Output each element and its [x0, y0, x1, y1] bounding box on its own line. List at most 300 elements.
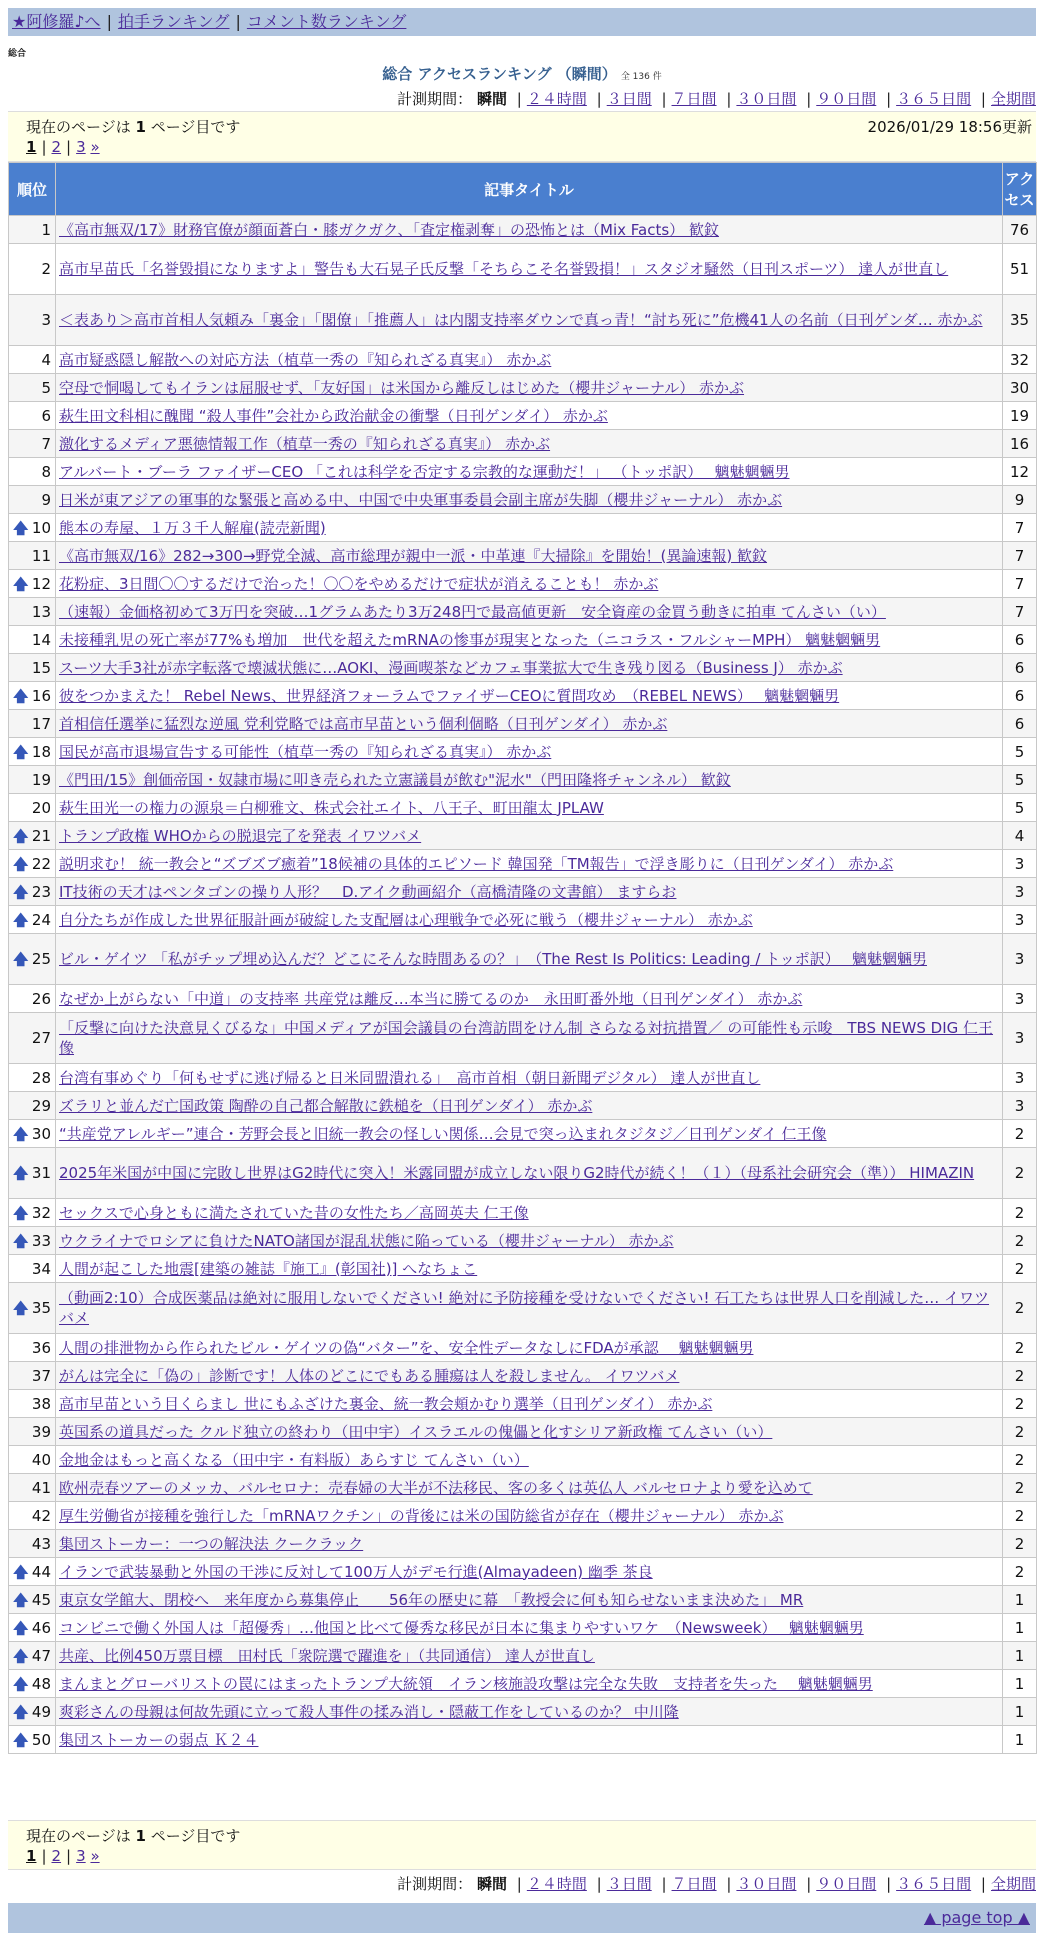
rank-cell	[9, 1670, 56, 1698]
period-link-7d[interactable]: ７日間	[671, 1875, 717, 1893]
table-row	[9, 1530, 1037, 1558]
access-count: 12	[1003, 458, 1037, 486]
title-cell	[56, 1390, 1003, 1418]
title-cell	[56, 1255, 1003, 1283]
article-title-link[interactable]: 花粉症、3日間〇〇するだけで治った！〇〇をやめるだけで症状が消えることも！ 赤かぶ	[59, 574, 659, 593]
access-count: 2	[1003, 1418, 1037, 1446]
rank-up-arrow-icon: 🡅	[13, 1590, 29, 1609]
period-link-all[interactable]: 全期間	[990, 1875, 1036, 1893]
table-row	[9, 244, 1037, 295]
rank-cell	[9, 822, 56, 850]
title-cell	[56, 1418, 1003, 1446]
article-title-link[interactable]: 人間が起こした地震[建築の雑誌『施工』(彰国社)] へなちょこ	[59, 1259, 478, 1278]
rank-cell	[9, 1283, 56, 1334]
article-title-link[interactable]: イランで武装暴動と外国の干渉に反対して100万人がデモ行進(Almayadeen) 幽季 茶良	[59, 1562, 653, 1581]
pager-link-2[interactable]: 2	[51, 1847, 62, 1865]
table-row	[9, 738, 1037, 766]
rank-up-arrow-icon: 🡅	[13, 1730, 29, 1749]
access-count: 3	[1003, 985, 1037, 1013]
table-row	[9, 766, 1037, 794]
access-count: 6	[1003, 682, 1037, 710]
article-title-link[interactable]: 彼をつかまえた！ Rebel News、世界経済フォーラムでファイザーCEOに質問攻め （REBEL NEWS） 魑魅魍魎男	[59, 686, 840, 705]
title-cell	[56, 1148, 1003, 1199]
rank-cell	[9, 244, 56, 295]
rank-up-arrow-icon: 🡅	[13, 1231, 29, 1250]
rank-cell	[9, 794, 56, 822]
period-link-90d[interactable]: ９０日間	[816, 1875, 877, 1893]
article-title-link[interactable]: 厚生労働省が接種を強行した「mRNAワクチン」の背後には米の国防総省が存在（櫻井ジャーナル） 赤かぶ	[59, 1506, 784, 1525]
rank-number: 1	[41, 220, 51, 239]
rank-cell	[9, 654, 56, 682]
article-title-link[interactable]: IT技術の天才はペンタゴンの操り人形？ D.アイク動画紹介（高橋清隆の文書館） ますらお	[59, 882, 677, 901]
article-title-link[interactable]: 人間の排泄物から作られたビル・ゲイツの偽“バター”を、安全性データなしにFDAが承認 魑魅魍魎男	[59, 1338, 754, 1357]
article-title-link[interactable]: 高市疑惑隠し解散への対応方法（植草一秀の『知られざる真実』） 赤かぶ	[59, 350, 552, 369]
title-header: 記事タイトル	[56, 163, 1003, 216]
rank-number: 50	[31, 1730, 51, 1749]
rank-number: 30	[31, 1124, 51, 1143]
title-cell	[56, 710, 1003, 738]
article-title-link[interactable]: 激化するメディア悪徳情報工作（植草一秀の『知られざる真実』） 赤かぶ	[59, 434, 551, 453]
article-title-link[interactable]: ウクライナでロシアに負けたNATO諸国が混乱状態に陥っている（櫻井ジャーナル） 赤かぶ	[59, 1231, 674, 1250]
title-cell	[56, 1227, 1003, 1255]
period-separator: |	[886, 90, 892, 108]
title-cell	[56, 1334, 1003, 1362]
rank-cell	[9, 542, 56, 570]
title-cell	[56, 906, 1003, 934]
rank-cell	[9, 682, 56, 710]
comment-ranking-link[interactable]: コメント数ランキング	[246, 12, 407, 31]
home-link[interactable]: ★阿修羅♪へ	[12, 12, 101, 31]
access-count: 2	[1003, 1558, 1037, 1586]
title-cell	[56, 1064, 1003, 1092]
title-cell	[56, 1446, 1003, 1474]
title-cell	[56, 514, 1003, 542]
article-title-link[interactable]: 高市早苗氏「名誉毀損になりますよ」警告も大石晃子氏反撃「そちらこそ名誉毀損！」スタジオ騒然（日刊スポーツ） 達人が世直し	[59, 260, 949, 278]
table-row	[9, 598, 1037, 626]
rank-cell	[9, 486, 56, 514]
rank-cell	[9, 1698, 56, 1726]
title-cell	[56, 486, 1003, 514]
period-label: 計測期間：	[397, 90, 473, 108]
title-cell	[56, 374, 1003, 402]
title-cell	[56, 1558, 1003, 1586]
table-row	[9, 1120, 1037, 1148]
article-title-link[interactable]: 萩生田文科相に醜聞 “殺人事件”会社から政治献金の衝撃（日刊ゲンダイ） 赤かぶ	[59, 406, 608, 425]
access-count: 30	[1003, 374, 1037, 402]
rank-up-arrow-icon: 🡅	[13, 1203, 29, 1222]
table-row	[9, 1255, 1037, 1283]
rank-number: 46	[31, 1618, 51, 1637]
article-title-link[interactable]: 英国系の道具だった クルド独立の終わり（田中宇）イスラエルの傀儡と化すシリア新政権 てんさい（い）	[59, 1422, 773, 1441]
article-title-link[interactable]: がんは完全に「偽の」診断です！人体のどこにでもある腫瘍は人を殺しません。 イワツバメ	[59, 1366, 680, 1385]
rank-cell	[9, 906, 56, 934]
pager-link-2[interactable]: 2	[51, 138, 62, 156]
access-count: 2	[1003, 1283, 1037, 1334]
table-row	[9, 1092, 1037, 1120]
rank-up-arrow-icon: 🡅	[13, 1299, 29, 1317]
rank-cell	[9, 570, 56, 598]
rank-cell	[9, 295, 56, 346]
article-title-link[interactable]: 2025年米国が中国に完敗し世界はG2時代に突入！米露同盟が成立しない限りG2時代が続く！（１）（母系社会研究会（準）） HIMAZIN	[59, 1164, 975, 1182]
article-title-link[interactable]: セックスで心身ともに満たされていた昔の女性たち／高岡英夫 仁王像	[59, 1203, 529, 1222]
title-cell	[56, 878, 1003, 906]
period-link-3d[interactable]: ３日間	[606, 1875, 652, 1893]
period-link-30d[interactable]: ３０日間	[736, 90, 797, 108]
table-row	[9, 878, 1037, 906]
title-cell	[56, 934, 1003, 985]
rank-number: 37	[31, 1366, 51, 1385]
top-nav-bar	[8, 8, 1036, 36]
access-count: 35	[1003, 295, 1037, 346]
article-title-link[interactable]: 東京女学館大、閉校へ 来年度から募集停止 56年の歴史に幕 「教授会に何も知らせないまま決めた」 MR	[59, 1590, 804, 1609]
article-title-link[interactable]: アルバート・ブーラ ファイザーCEO 「これは科学を否定する宗教的な運動だ！」 （トッポ訳） 魑魅魍魎男	[59, 462, 790, 481]
title-cell	[56, 430, 1003, 458]
table-row	[9, 295, 1037, 346]
article-title-link[interactable]: 集団ストーカー：一つの解決法 クークラック	[59, 1534, 364, 1553]
rank-number: 24	[31, 910, 51, 929]
rank-cell	[9, 346, 56, 374]
article-title-link[interactable]: 欧州売春ツアーのメッカ、バルセロナ：売春婦の大半が不法移民、客の多くは英仏人 バルセロナより愛を込めて	[59, 1478, 813, 1497]
period-selector-bottom	[397, 1873, 1036, 1894]
current-page-text	[26, 1825, 240, 1846]
table-row	[9, 1199, 1037, 1227]
table-row	[9, 570, 1037, 598]
rank-cell	[9, 1614, 56, 1642]
rank-number: 9	[41, 490, 51, 509]
article-title-link[interactable]: “共産党アレルギー”連合・芳野会長と旧統一教会の怪しい関係…会見で突っ込まれタジタジ／日刊ゲンダイ 仁王像	[59, 1124, 827, 1143]
period-separator: |	[596, 90, 602, 108]
table-row	[9, 654, 1037, 682]
rank-up-arrow-icon: 🡅	[13, 742, 29, 761]
article-title-link[interactable]: （速報）金価格初めて3万円を突破…1グラムあたり3万248円で最高値更新 安全資産の金買う動きに拍車 てんさい（い）	[59, 602, 886, 621]
rank-number: 40	[31, 1450, 51, 1469]
bottom-bar	[8, 1903, 1036, 1933]
title-cell	[56, 1530, 1003, 1558]
article-title-link[interactable]: ビル・ゲイツ 「私がチップ埋め込んだ？どこにそんな時間あるの？」 （The Rest Is Politics: Leading / トッポ訳） 魑魅魍魎男	[59, 950, 927, 968]
article-title-link[interactable]: コンビニで働く外国人は「超優秀」…他国と比べて優秀な移民が日本に集まりやすいワケ （Newsweek） 魑魅魍魎男	[59, 1618, 864, 1637]
rank-cell	[9, 1255, 56, 1283]
pager-next-link[interactable]: »	[90, 138, 100, 156]
access-count: 3	[1003, 850, 1037, 878]
title-cell	[56, 542, 1003, 570]
pager-separator: |	[66, 138, 72, 156]
rank-cell	[9, 738, 56, 766]
rank-cell	[9, 1586, 56, 1614]
period-link-365d[interactable]: ３６５日間	[896, 1875, 972, 1893]
rank-cell	[9, 1064, 56, 1092]
period-link-all[interactable]: 全期間	[990, 90, 1036, 108]
table-row	[9, 1726, 1037, 1754]
rank-number: 26	[31, 989, 51, 1008]
pager-top	[26, 138, 100, 156]
rank-cell	[9, 1726, 56, 1754]
pager-link-3[interactable]: 3	[76, 138, 86, 156]
table-row	[9, 1502, 1037, 1530]
nav-separator: |	[235, 12, 241, 31]
title-cell	[56, 1614, 1003, 1642]
table-row	[9, 934, 1037, 985]
rank-cell	[9, 1446, 56, 1474]
rank-cell	[9, 1120, 56, 1148]
rank-up-arrow-icon: 🡅	[13, 1702, 29, 1721]
table-row	[9, 1586, 1037, 1614]
article-title-link[interactable]: なぜか上がらない「中道」の支持率 共産党は離反…本当に勝てるのか 永田町番外地（日刊ゲンダイ） 赤かぶ	[59, 989, 803, 1008]
rank-up-arrow-icon: 🡅	[13, 518, 29, 537]
pager-next-link[interactable]: »	[90, 1847, 100, 1865]
access-count: 2	[1003, 1334, 1037, 1362]
page-title: 総合 アクセスランキング （瞬間）	[382, 65, 617, 83]
table-row	[9, 1064, 1037, 1092]
rank-up-arrow-icon: 🡅	[13, 950, 29, 968]
period-link-365d[interactable]: ３６５日間	[896, 90, 972, 108]
rank-cell	[9, 626, 56, 654]
access-count: 2	[1003, 1148, 1037, 1199]
article-title-link[interactable]: （動画2:10）合成医薬品は絶対に服用しないでください! 絶対に予防接種を受けないでください! 石工たちは世界人口を削減した… イワツバメ	[59, 1289, 990, 1327]
access-count: 16	[1003, 430, 1037, 458]
rank-cell	[9, 1418, 56, 1446]
rank-number: 11	[31, 546, 51, 565]
rank-number: 20	[31, 798, 51, 817]
period-separator: |	[726, 90, 732, 108]
rank-cell	[9, 1334, 56, 1362]
rank-number: 33	[31, 1231, 51, 1250]
rank-number: 22	[31, 854, 51, 873]
pager-current: 1	[26, 1847, 37, 1865]
article-title-link[interactable]: ＜表あり＞高市首相人気頼み「裏金」「閣僚」「推薦人」は内閣支持率ダウンで真っ青！“討ち死に”危機41人の名前（日刊ゲンダ… 赤かぶ	[59, 311, 983, 329]
article-title-link[interactable]: まんまとグローバリストの罠にはまったトランプ大統領 イラン核施設攻撃は完全な失敗 支持者を失った 魑魅魍魎男	[59, 1674, 873, 1693]
current-page-number: 1	[135, 118, 146, 136]
title-cell	[56, 626, 1003, 654]
rank-up-arrow-icon: 🡅	[13, 686, 29, 705]
updated-timestamp: 2026/01/29 18:56更新	[867, 118, 1032, 136]
rank-cell	[9, 878, 56, 906]
current-page-text	[26, 116, 240, 137]
rank-cell	[9, 934, 56, 985]
rank-number: 41	[31, 1478, 51, 1497]
article-title-link[interactable]: 《門田/15》創価帝国・奴隷市場に叩き売られた立憲議員が飲む"泥水"（門田隆将チャンネル） 歓鈫	[59, 770, 731, 789]
pager-separator: |	[41, 138, 47, 156]
rank-cell	[9, 1148, 56, 1199]
access-count: 3	[1003, 1013, 1037, 1064]
rank-cell	[9, 402, 56, 430]
table-row	[9, 486, 1037, 514]
rank-number: 16	[31, 686, 51, 705]
article-title-link[interactable]: 熊本の寿屋、１万３千人解雇(読売新聞)	[59, 518, 326, 537]
period-link-3d[interactable]: ３日間	[606, 90, 652, 108]
title-cell	[56, 850, 1003, 878]
title-cell	[56, 1726, 1003, 1754]
rank-number: 32	[31, 1203, 51, 1222]
rank-number: 27	[31, 1029, 51, 1047]
access-count: 2	[1003, 1474, 1037, 1502]
article-title-link[interactable]: 爽彩さんの母親は何故先頭に立って殺人事件の揉み消し・隠蔽工作をしているのか？ 中川隆	[59, 1702, 679, 1721]
table-header-row	[9, 163, 1037, 216]
title-cell	[56, 794, 1003, 822]
article-title-link[interactable]: トランプ政権 WHOからの脱退完了を発表 イワツバメ	[59, 826, 422, 845]
article-title-link[interactable]: スーツ大手3社が赤字転落で壊滅状態に…AOKI、漫画喫茶などカフェ事業拡大で生き残り図る（Business J） 赤かぶ	[59, 658, 843, 677]
article-title-link[interactable]: 未接種乳児の死亡率が77%も増加 世代を超えたmRNAの惨事が現実となった（ニコラス・フルシャーMPH） 魑魅魍魎男	[59, 630, 881, 649]
rank-header: 順位	[9, 163, 56, 216]
rank-number: 23	[31, 882, 51, 901]
article-title-link[interactable]: 金地金はもっと高くなる（田中宇・有料版）あらすじ てんさい（い）	[59, 1450, 529, 1469]
period-separator: |	[806, 1875, 812, 1893]
page-title-line	[0, 63, 1044, 84]
title-cell	[56, 244, 1003, 295]
access-count: 9	[1003, 486, 1037, 514]
rank-number: 3	[41, 311, 51, 329]
access-count: 51	[1003, 244, 1037, 295]
item-count: 全 136 件	[620, 72, 662, 82]
table-row	[9, 682, 1037, 710]
table-row	[9, 1698, 1037, 1726]
title-cell	[56, 1092, 1003, 1120]
access-count: 7	[1003, 598, 1037, 626]
period-link-30d[interactable]: ３０日間	[736, 1875, 797, 1893]
access-count: 2	[1003, 1502, 1037, 1530]
title-cell	[56, 458, 1003, 486]
pager-bottom	[26, 1847, 100, 1865]
article-title-link[interactable]: 台湾有事めぐり「何もせずに逃げ帰ると日米同盟潰れる」 高市首相（朝日新聞デジタル） 達人が世直し	[59, 1068, 761, 1087]
ranking-table-body	[9, 216, 1037, 1754]
rank-cell	[9, 1013, 56, 1064]
rank-number: 42	[31, 1506, 51, 1525]
rank-cell	[9, 985, 56, 1013]
title-cell	[56, 654, 1003, 682]
table-row	[9, 1446, 1037, 1474]
current-page-prefix: 現在のページは	[26, 118, 131, 136]
access-count: 6	[1003, 654, 1037, 682]
title-cell	[56, 985, 1003, 1013]
pager-separator: |	[66, 1847, 72, 1865]
access-count: 2	[1003, 1120, 1037, 1148]
rank-cell	[9, 1642, 56, 1670]
table-row	[9, 402, 1037, 430]
rank-cell	[9, 458, 56, 486]
access-count: 3	[1003, 1064, 1037, 1092]
table-row	[9, 1670, 1037, 1698]
table-row	[9, 985, 1037, 1013]
rank-cell	[9, 766, 56, 794]
title-cell	[56, 1120, 1003, 1148]
article-title-link[interactable]: 《高市無双/16》282→300→野党全滅、高市総理が親中一派・中革連『大掃除』を開始！(異論速報) 歓鈫	[59, 546, 768, 565]
period-separator: |	[661, 90, 667, 108]
rank-number: 12	[31, 574, 51, 593]
title-cell	[56, 570, 1003, 598]
article-title-link[interactable]: 説明求む！ 統一教会と“ズブズブ癒着”18候補の具体的エピソード 韓国発「TM報告」で浮き彫りに（日刊ゲンダイ） 赤かぶ	[59, 854, 894, 873]
access-count: 1	[1003, 1614, 1037, 1642]
pager-current: 1	[26, 138, 37, 156]
rank-number: 36	[31, 1338, 51, 1357]
access-count: 5	[1003, 738, 1037, 766]
period-link-90d[interactable]: ９０日間	[816, 90, 877, 108]
table-row	[9, 1474, 1037, 1502]
current-page-suffix: ページ目です	[150, 118, 241, 136]
rank-number: 47	[31, 1646, 51, 1665]
title-cell	[56, 402, 1003, 430]
article-title-link[interactable]: 集団ストーカーの弱点 Ｋ２４	[59, 1730, 259, 1749]
applause-ranking-link[interactable]: 拍手ランキング	[117, 12, 230, 31]
rank-cell	[9, 1362, 56, 1390]
rank-number: 18	[31, 742, 51, 761]
rank-number: 2	[41, 260, 51, 278]
rank-number: 10	[31, 518, 51, 537]
period-selector-top	[397, 88, 1036, 109]
title-cell	[56, 1199, 1003, 1227]
period-separator: |	[980, 1875, 986, 1893]
period-label: 計測期間：	[397, 1875, 473, 1893]
rank-cell	[9, 1558, 56, 1586]
article-title-link[interactable]: 自分たちが作成した世界征服計画が破綻した支配層は心理戦争で必死に戦う（櫻井ジャーナル） 赤かぶ	[59, 910, 753, 929]
article-title-link[interactable]: 日米が東アジアの軍事的な緊張と高める中、中国で中央軍事委員会副主席が失脚（櫻井ジャーナル） 赤かぶ	[59, 490, 783, 509]
article-title-link[interactable]: 《高市無双/17》財務官僚が顔面蒼白・膝ガクガク、「査定権剥奪」の恐怖とは（Mix Facts） 歓鈫	[59, 220, 719, 239]
table-row	[9, 794, 1037, 822]
title-cell	[56, 598, 1003, 626]
rank-number: 44	[31, 1562, 51, 1581]
rank-cell	[9, 850, 56, 878]
rank-number: 5	[41, 378, 51, 397]
access-count: 2	[1003, 1199, 1037, 1227]
rank-number: 8	[41, 462, 51, 481]
article-title-link[interactable]: 空母で恫喝してもイランは屈服せず、「友好国」は米国から離反しはじめた（櫻井ジャーナル） 赤かぶ	[59, 378, 745, 397]
access-count: 32	[1003, 346, 1037, 374]
rank-cell	[9, 1092, 56, 1120]
access-count: 2	[1003, 1390, 1037, 1418]
article-title-link[interactable]: 首相信任選挙に猛烈な逆風 党利党略では高市早苗という個利個略（日刊ゲンダイ） 赤かぶ	[59, 714, 668, 733]
period-link-7d[interactable]: ７日間	[671, 90, 717, 108]
rank-up-arrow-icon: 🡅	[13, 1618, 29, 1637]
rank-number: 48	[31, 1674, 51, 1693]
table-row	[9, 710, 1037, 738]
access-count: 6	[1003, 626, 1037, 654]
period-link-24h[interactable]: ２４時間	[526, 1875, 587, 1893]
title-cell	[56, 766, 1003, 794]
article-title-link[interactable]: 「反撃に向けた決意見くびるな」中国メディアが国会議員の台湾訪問をけん制 さらなる対抗措置／ の可能性も示唆 TBS NEWS DIG 仁王像	[59, 1019, 994, 1057]
access-count: 7	[1003, 514, 1037, 542]
title-cell	[56, 1586, 1003, 1614]
category-label: 総合	[8, 49, 27, 59]
current-page-prefix: 現在のページは	[26, 1827, 131, 1845]
rank-number: 35	[31, 1299, 51, 1317]
access-count: 5	[1003, 766, 1037, 794]
pager-link-3[interactable]: 3	[76, 1847, 86, 1865]
period-separator: |	[886, 1875, 892, 1893]
rank-cell	[9, 216, 56, 244]
rank-cell	[9, 598, 56, 626]
rank-number: 25	[31, 950, 51, 968]
title-cell	[56, 1670, 1003, 1698]
table-row	[9, 430, 1037, 458]
article-title-link[interactable]: 高市早苗という目くらまし 世にもふざけた裏金、統一教会頬かむり選挙（日刊ゲンダイ） 赤かぶ	[59, 1394, 713, 1413]
rank-number: 34	[31, 1259, 51, 1278]
current-page-number: 1	[135, 1827, 146, 1845]
current-page-suffix: ページ目です	[150, 1827, 241, 1845]
table-row	[9, 1227, 1037, 1255]
page-top-link[interactable]: ▲ page top ▲	[923, 1908, 1030, 1927]
rank-cell	[9, 1474, 56, 1502]
article-title-link[interactable]: 共産、比例450万票目標 田村氏「衆院選で躍進を」（共同通信） 達人が世直し	[59, 1646, 595, 1665]
article-title-link[interactable]: ズラリと並んだ亡国政策 陶酔の自己都合解散に鉄槌を（日刊ゲンダイ） 赤かぶ	[59, 1096, 593, 1115]
article-title-link[interactable]: 萩生田光一の権力の源泉＝白柳雅文、株式会社エイト、八王子、町田龍太 JPLAW	[59, 798, 604, 817]
table-row	[9, 850, 1037, 878]
rank-cell	[9, 374, 56, 402]
period-current: 瞬間	[476, 1875, 507, 1893]
period-current: 瞬間	[476, 90, 507, 108]
rank-number: 19	[31, 770, 51, 789]
access-count: 6	[1003, 710, 1037, 738]
period-link-24h[interactable]: ２４時間	[526, 90, 587, 108]
article-title-link[interactable]: 国民が高市退場宣告する可能性（植草一秀の『知られざる真実』） 赤かぶ	[59, 742, 552, 761]
ranking-table	[8, 162, 1037, 1754]
